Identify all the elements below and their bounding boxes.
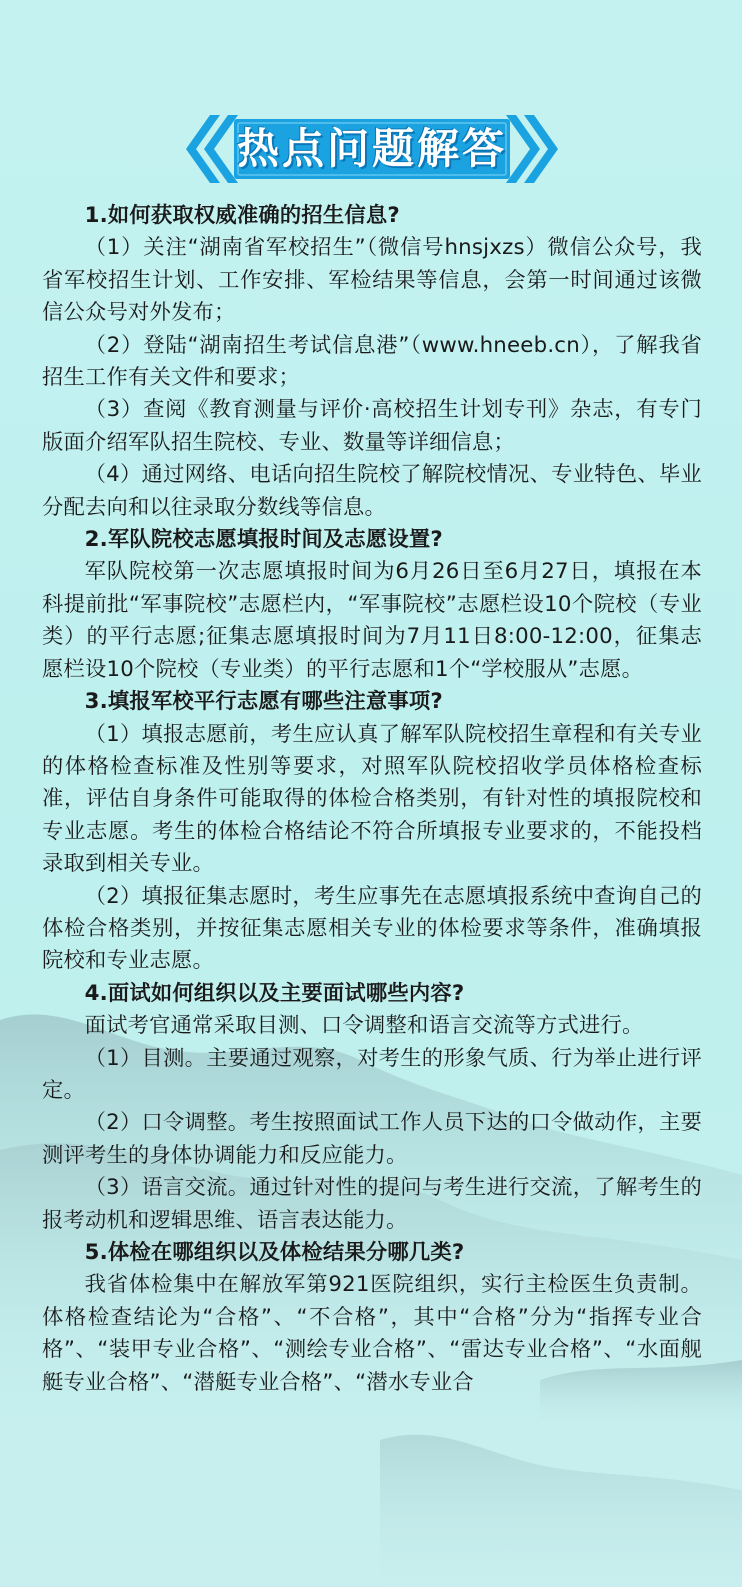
faq-paragraph: （4）通过网络、电话向招生院校了解院校情况、专业特色、毕业分配去向和以往录取分数线等信息。: [42, 462, 702, 520]
faq-paragraph: （3）语言交流。通过针对性的提问与考生进行交流，了解考生的报考动机和逻辑思维、语言表达能力。: [42, 1175, 702, 1233]
faq-paragraph: （1）目测。主要通过观察，对考生的形象气质、行为举止进行评定。: [42, 1045, 702, 1103]
faq-paragraph: （2）口令调整。考生按照面试工作人员下达的口令做动作，主要测评考生的身体协调能力和反应能力。: [42, 1110, 702, 1168]
faq-question: 3.填报军校平行志愿有哪些注意事项?: [84, 689, 443, 715]
faq-question: 2.军队院校志愿填报时间及志愿设置?: [84, 527, 443, 553]
faq-paragraph: 我省体检集中在解放军第921医院组织，实行主检医生负责制。体格检查结论为“合格”、“不合格”，其中“合格”分为“指挥专业合格”、“装甲专业合格”、“测绘专业合格”、“雷达专业合格”、“水面舰艇专业合格”、“潜艇专业合格”、“潜水专业合: [42, 1272, 702, 1395]
faq-content: [42, 200, 702, 1399]
faq-question: 5.体检在哪组织以及体检结果分哪几类?: [84, 1240, 465, 1265]
faq-paragraph: （2）登陆“湖南招生考试信息港”（www.hneeb.cn），了解我省招生工作有关文件和要求；: [42, 332, 702, 391]
faq-paragraph: （1）关注“湖南省军校招生”（微信号hnsjxzs）微信公众号，我省军校招生计划、工作安排、军检结果等信息，会第一时间通过该微信公众号对外发布；: [42, 235, 702, 326]
faq-question: 1.如何获取权威准确的招生信息?: [84, 203, 400, 228]
faq-paragraph: 军队院校第一次志愿填报时间为6月26日至6月27日，填报在本科提前批“军事院校”志愿栏内，“军事院校”志愿栏设10个院校（专业类）的平行志愿;征集志愿填报时间为7月11日8:00-12:00，征集志愿栏设10个院校（专业类）的平行志愿和1个“学校服从”志愿。: [42, 559, 702, 682]
section-banner: [176, 111, 568, 187]
faq-paragraph: （1）填报志愿前，考生应认真了解军队院校招生章程和有关专业的体格检查标准及性别等要求，对照军队院校招收学员体格检查标准，评估自身条件可能取得的体检合格类别，有针对性的填报院校和专业志愿。考生的体检合格结论不符合所填报专业要求的，不能投档录取到相关专业。: [42, 721, 702, 877]
faq-question: 4.面试如何组织以及主要面试哪些内容?: [84, 980, 465, 1006]
faq-paragraph: （3）查阅《教育测量与评价·高校招生计划专刊》杂志，有专门版面介绍军队招生院校、专业、数量等详细信息；: [42, 397, 702, 455]
faq-paragraph: 面试考官通常采取目测、口令调整和语言交流等方式进行。: [84, 1013, 644, 1039]
faq-paragraph: （2）填报征集志愿时，考生应事先在志愿填报系统中查询自己的体检合格类别，并按征集志愿相关专业的体检要求等条件，准确填报院校和专业志愿。: [42, 883, 702, 974]
banner-title: 热点问题解答: [236, 124, 507, 173]
